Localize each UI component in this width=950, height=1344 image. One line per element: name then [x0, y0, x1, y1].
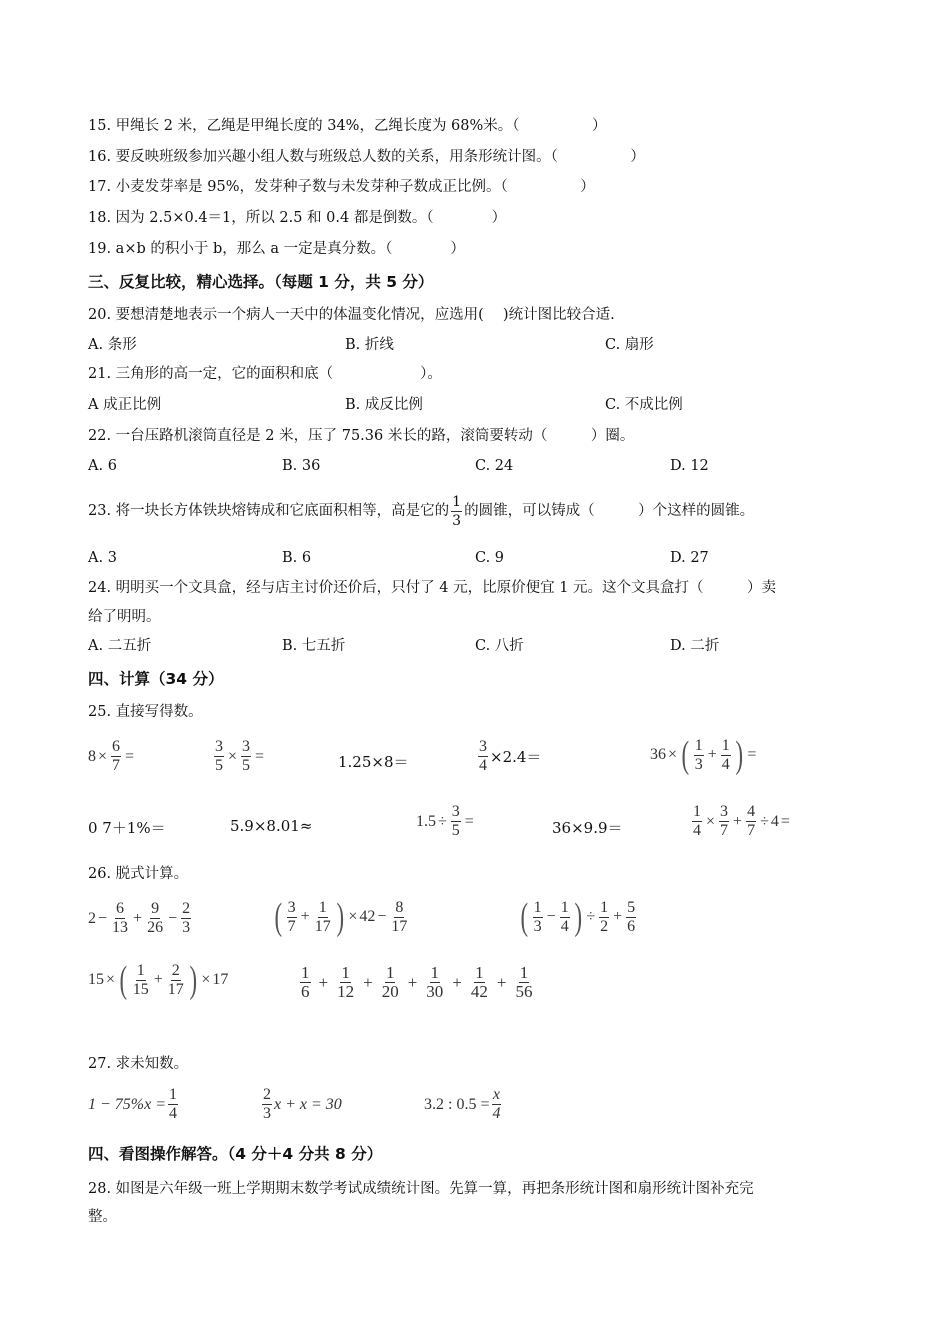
numerator: 6 — [116, 900, 125, 917]
q26-e5-fraction-6 — [514, 964, 533, 1001]
q25-e1-factor: 8 — [88, 747, 96, 765]
denominator: 6 — [627, 917, 636, 935]
q25-e2-fraction-1 — [214, 738, 224, 775]
numerator: 3 — [720, 803, 729, 820]
question-28-line-1: 28. 如图是六年级一班上学期期末数学考试成绩统计图。先算一算，再把条形统计图和扇形统计图补充完 — [88, 1181, 754, 1197]
q26-e5-fraction-1 — [300, 964, 311, 1001]
numerator: 1 — [385, 963, 395, 982]
q25-e4-rest: ×2.4＝ — [490, 748, 542, 766]
denominator: 5 — [242, 757, 251, 774]
q26-e4-factor-2: 17 — [212, 971, 229, 988]
denominator: 7 — [112, 757, 121, 774]
q27-e2-rest: x + x = 30 — [274, 1095, 342, 1113]
section-4-heading: 四、计算（34 分） — [88, 670, 224, 688]
q20-option-b: B. 折线 — [345, 337, 394, 353]
q26-e1-fraction-3 — [181, 900, 191, 937]
numerator: 3 — [215, 738, 223, 755]
q24-option-d: D. 二折 — [670, 638, 720, 654]
denominator: 6 — [301, 982, 310, 1001]
question-24-line-1: 24. 明明买一个文具盒，经与店主讨价还价后，只付了 4 元，比原价便宜 1 元。这个文具盒打（ ）卖 — [88, 580, 777, 596]
numerator: 1 — [301, 963, 310, 982]
denominator: 12 — [337, 982, 355, 1001]
denominator: 7 — [287, 917, 296, 935]
q25-e8-fraction — [451, 803, 461, 840]
q26-e1-fraction-2 — [146, 900, 164, 937]
q25-expr-6: 0 7＋1%＝ — [88, 819, 166, 837]
denominator: 13 — [112, 919, 129, 936]
denominator: 4 — [492, 1105, 501, 1122]
q25-expr-2: $\frac{3}{5}$ × $\frac{3}{5}$ = — [215, 738, 265, 774]
denominator: 3 — [263, 1105, 271, 1122]
q26-e5-fraction-2 — [336, 964, 355, 1001]
numerator: 1 — [600, 898, 609, 916]
q23-option-d: D. 27 — [670, 550, 709, 566]
q25-e8-dividend: 1.5 — [416, 812, 436, 830]
denominator: 17 — [391, 917, 408, 935]
q25-expr-4 — [476, 738, 541, 775]
numerator: 1 — [721, 736, 730, 754]
numerator: 4 — [747, 803, 756, 820]
question-15: 15. 甲绳长 2 米，乙绳是甲绳长度的 34%，乙绳长度为 68%米。（ ） — [88, 118, 607, 134]
numerator: 2 — [182, 900, 191, 917]
q25-expr-1: 8 × $\frac{6}{7}$ = — [88, 738, 135, 774]
denominator: 30 — [426, 982, 444, 1001]
q23-fraction-denominator: 3 — [452, 512, 462, 529]
numerator: 8 — [395, 898, 404, 916]
q26-e3-fraction-3 — [599, 899, 609, 936]
q25-e10-divisor: 4 — [770, 812, 779, 830]
q25-expr-10: $\frac{1}{4}$ × $\frac{3}{7}$ + $\frac{4}{7}$ ÷ 4 = — [693, 803, 790, 839]
question-21: 21. 三角形的高一定，它的面积和底（ ）。 — [88, 366, 442, 382]
numerator: 3 — [451, 803, 460, 820]
denominator: 26 — [147, 919, 164, 936]
q25-e10-fraction-3 — [746, 803, 756, 840]
numerator: 2 — [171, 961, 180, 979]
q26-expr-2: ( $\frac{3}{7}$ + $\frac{1}{17}$ ) × 42 − $\frac{8}{17}$ — [274, 896, 408, 938]
q26-e5-fraction-3 — [381, 964, 400, 1001]
numerator: 2 — [263, 1086, 271, 1103]
q27-equation-3 — [424, 1086, 503, 1123]
denominator: 4 — [479, 757, 487, 774]
question-25: 25. 直接写得数。 — [88, 704, 203, 720]
numerator: 9 — [151, 900, 160, 917]
q24-option-b: B. 七五折 — [282, 638, 346, 654]
q25-e5-fraction-2 — [721, 737, 731, 774]
denominator: 15 — [132, 980, 149, 998]
q27-e3-left: 3.2 : 0.5 = — [424, 1095, 490, 1113]
denominator: 20 — [381, 982, 399, 1001]
q27-e1-fraction — [168, 1086, 178, 1123]
q26-e4-fraction-1 — [132, 962, 150, 999]
q25-e10-fraction-1 — [692, 803, 702, 840]
q21-option-c: C. 不成比例 — [605, 397, 683, 413]
q26-e2-fraction-3 — [390, 899, 408, 936]
q24-option-c: C. 八折 — [475, 638, 524, 654]
q21-option-b: B. 成反比例 — [345, 397, 423, 413]
question-24-line-2: 给了明明。 — [88, 609, 161, 625]
q20-option-a: A. 条形 — [88, 337, 137, 353]
numerator: 1 — [519, 963, 529, 982]
q26-expr-3: ( $\frac{1}{3}$ − $\frac{1}{4}$ ) ÷ $\frac{1}{2}$ + $\frac{5}{6}$ — [520, 896, 636, 938]
question-17: 17. 小麦发芽率是 95%，发芽种子数与未发芽种子数成正比例。（ ） — [88, 179, 595, 195]
denominator: 7 — [747, 822, 756, 839]
question-16: 16. 要反映班级参加兴趣小组人数与班级总人数的关系，用条形统计图。（ ） — [88, 149, 645, 165]
denominator: 4 — [721, 755, 730, 773]
q22-option-b: B. 36 — [282, 458, 321, 474]
denominator: 3 — [533, 917, 542, 935]
q25-e4-fraction — [478, 738, 488, 775]
numerator: 1 — [533, 898, 542, 916]
denominator: 3 — [182, 919, 191, 936]
q20-option-c: C. 扇形 — [605, 337, 654, 353]
denominator: 42 — [470, 982, 488, 1001]
numerator: 1 — [694, 736, 703, 754]
numerator: 1 — [430, 963, 440, 982]
q23-option-a: A. 3 — [88, 550, 117, 566]
question-19: 19. a×b 的积小于 b，那么 a 一定是真分数。（ ） — [88, 241, 465, 257]
denominator: 4 — [560, 917, 569, 935]
q26-e2-factor: 42 — [359, 908, 376, 925]
denominator: 3 — [694, 755, 703, 773]
question-23 — [88, 487, 754, 535]
question-28-line-2: 整。 — [88, 1209, 117, 1225]
q26-e1-minuend: 2 — [88, 909, 96, 927]
denominator: 5 — [215, 757, 223, 774]
numerator: 3 — [287, 898, 296, 916]
q27-e1-left: 1 − 75%x = — [88, 1095, 167, 1113]
q22-option-c: C. 24 — [475, 458, 514, 474]
q23-stem-part-2: 的圆锥，可以铸成（ ）个这样的圆锥。 — [464, 503, 755, 519]
numerator: 1 — [136, 961, 145, 979]
q23-option-b: B. 6 — [282, 550, 312, 566]
q26-e3-fraction-4 — [626, 899, 636, 936]
denominator: 2 — [600, 917, 609, 935]
q27-equation-2 — [260, 1086, 342, 1123]
denominator: 4 — [169, 1105, 178, 1122]
numerator: 1 — [341, 963, 350, 982]
question-22: 22. 一台压路机滚筒直径是 2 米，压了 75.36 米长的路，滚筒要转动（ ）圈。 — [88, 428, 635, 444]
q25-e5-fraction-1 — [694, 737, 704, 774]
numerator: 1 — [475, 963, 484, 982]
section-3-heading: 三、反复比较，精心选择。（每题 1 分，共 5 分） — [88, 273, 434, 291]
q23-stem-part-1: 23. 将一块长方体铁块熔铸成和它底面积相等，高是它的 — [88, 503, 450, 519]
q25-expr-7: 5.9×8.01≈ — [230, 817, 313, 835]
q25-expr-8: 1.5 ÷ $\frac{3}{5}$ = — [416, 803, 474, 839]
q23-fraction-numerator: 1 — [452, 493, 462, 510]
numerator: 1 — [560, 898, 569, 916]
q25-expr-5: 36 × ( $\frac{1}{3}$ + $\frac{1}{4}$ ) = — [650, 734, 757, 776]
q26-expr-5: $\frac{1}{6}$ + $\frac{1}{12}$ + $\frac{1}{20}$ + $\frac{1}{30}$ + $\frac{1}{42}$ + $\frac{1}{56}$ — [301, 963, 533, 1001]
q26-e2-fraction-2 — [314, 899, 332, 936]
q22-option-a: A. 6 — [88, 458, 117, 474]
question-18: 18. 因为 2.5×0.4＝1，所以 2.5 和 0.4 都是倒数。（ ） — [88, 210, 507, 226]
q26-e2-fraction-1 — [287, 899, 297, 936]
denominator: 17 — [314, 917, 331, 935]
section-5-heading: 四、看图操作解答。（4 分＋4 分共 8 分） — [88, 1145, 383, 1163]
numerator: 5 — [627, 898, 636, 916]
denominator: 7 — [720, 822, 729, 839]
q26-expr-4: 15 × ( $\frac{1}{15}$ + $\frac{2}{17}$ ) × 17 — [88, 959, 229, 1001]
q23-option-c: C. 9 — [475, 550, 505, 566]
q25-e5-factor: 36 — [650, 746, 666, 763]
question-26: 26. 脱式计算。 — [88, 866, 189, 882]
q25-e1-fraction — [111, 738, 121, 775]
q25-e10-fraction-2 — [719, 803, 729, 840]
q26-e4-factor: 15 — [88, 971, 104, 988]
q21-option-a: A 成正比例 — [88, 397, 162, 413]
question-20: 20. 要想清楚地表示一个病人一天中的体温变化情况，应选用( )统计图比较合适. — [88, 307, 615, 323]
numerator: 1 — [318, 898, 327, 916]
q22-option-d: D. 12 — [670, 458, 709, 474]
q24-option-a: A. 二五折 — [88, 638, 152, 654]
q25-expr-9: 36×9.9＝ — [552, 819, 623, 837]
q26-e4-fraction-2 — [167, 962, 185, 999]
numerator: 1 — [693, 803, 701, 820]
q26-e1-fraction-1 — [111, 900, 129, 937]
question-27: 27. 求未知数。 — [88, 1056, 189, 1072]
denominator: 4 — [693, 822, 701, 839]
q26-e5-fraction-5 — [470, 964, 489, 1001]
q26-e3-fraction-2 — [560, 899, 570, 936]
q27-e2-fraction — [262, 1086, 272, 1123]
denominator: 5 — [451, 822, 460, 839]
q23-fraction — [451, 493, 462, 530]
q25-e2-fraction-2 — [241, 738, 251, 775]
q26-e3-fraction-1 — [533, 899, 543, 936]
numerator: 6 — [112, 738, 121, 755]
numerator: 3 — [242, 738, 251, 755]
q26-expr-1: 2 − $\frac{6}{13}$ + $\frac{9}{26}$ − $\frac{2}{3}$ — [88, 900, 191, 936]
numerator: 1 — [169, 1086, 178, 1103]
denominator: 17 — [167, 980, 184, 998]
numerator: 3 — [479, 738, 487, 755]
q27-e3-fraction — [491, 1086, 501, 1123]
q27-equation-1 — [88, 1086, 180, 1123]
numerator: x — [492, 1086, 501, 1103]
denominator: 56 — [515, 982, 533, 1001]
q25-expr-3: 1.25×8＝ — [338, 753, 409, 771]
q26-e5-fraction-4 — [425, 964, 444, 1001]
